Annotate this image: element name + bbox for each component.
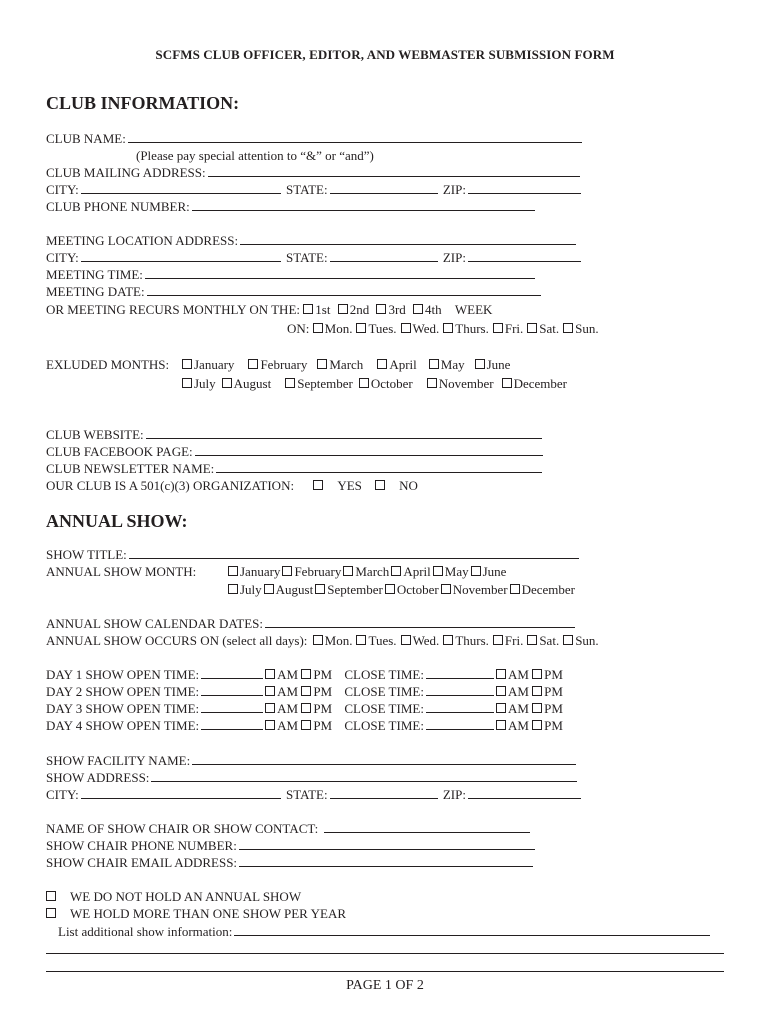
club-phone-field[interactable] [192, 198, 535, 211]
show-november[interactable] [441, 581, 508, 598]
exclude-october[interactable] [359, 375, 413, 392]
am-checkbox-icon[interactable] [265, 720, 275, 730]
show-zip-label: ZIP: [442, 787, 466, 802]
chair-row [46, 820, 532, 837]
checkbox-icon[interactable] [377, 359, 387, 369]
checkbox-icon[interactable] [510, 584, 520, 594]
checkbox-icon[interactable] [317, 359, 327, 369]
open-time-field[interactable] [201, 700, 263, 713]
chair-email-row [46, 854, 535, 871]
checkbox-icon[interactable] [475, 359, 485, 369]
am-checkbox-icon[interactable] [265, 686, 275, 696]
checkbox-icon[interactable] [527, 323, 537, 333]
week-word: WEEK [454, 302, 493, 317]
option-label: Tues. [368, 633, 397, 648]
phone-label: CLUB PHONE NUMBER: [46, 199, 190, 214]
show-title-row [46, 546, 581, 563]
newsletter-row [46, 460, 544, 477]
meeting-city-row [46, 249, 583, 266]
checkbox-icon[interactable] [429, 359, 439, 369]
show-zip-field[interactable] [468, 786, 581, 799]
checkbox-icon[interactable] [46, 891, 56, 901]
pm-checkbox-icon[interactable] [532, 686, 542, 696]
pm-label: PM [313, 667, 333, 682]
multi-show-label: WE HOLD MORE THAN ONE SHOW PER YEAR [70, 906, 347, 921]
option-label: August [275, 582, 314, 597]
option-label: April [403, 564, 431, 579]
show-january[interactable] [228, 563, 280, 580]
option-label: Tues. [368, 321, 397, 336]
chair-email-field[interactable] [239, 854, 533, 867]
exclude-april[interactable] [377, 356, 416, 373]
recurs-label: OR MEETING RECURS MONTHLY ON THE: [46, 302, 301, 317]
meeting-time-field[interactable] [145, 266, 535, 279]
phone-row [46, 198, 537, 215]
meeting-address-label: MEETING LOCATION ADDRESS: [46, 233, 239, 248]
checkbox-icon[interactable] [222, 378, 232, 388]
option-label: May [440, 357, 465, 372]
option-label: June [486, 357, 511, 372]
chair-phone-label: SHOW CHAIR PHONE NUMBER: [46, 838, 237, 853]
exclude-september[interactable] [285, 375, 353, 392]
pm-checkbox-icon[interactable] [301, 669, 311, 679]
checkbox-icon[interactable] [563, 323, 573, 333]
option-label: September [327, 582, 383, 597]
meeting-days-row [287, 320, 603, 337]
zip-field[interactable] [468, 181, 581, 194]
checkbox-icon[interactable] [401, 635, 411, 645]
checkbox-icon[interactable] [359, 378, 369, 388]
website-label: CLUB WEBSITE: [46, 427, 144, 442]
zip-label: ZIP: [442, 182, 466, 197]
occurs-wed[interactable] [401, 632, 440, 649]
chair-field[interactable] [324, 820, 530, 833]
exclude-march[interactable] [317, 356, 363, 373]
show-june[interactable] [471, 563, 507, 580]
club-info-heading: CLUB INFORMATION: [46, 93, 240, 113]
club-name-row [46, 130, 584, 147]
exclude-august[interactable] [222, 375, 272, 392]
option-label: Sun. [575, 633, 599, 648]
occurs-sun[interactable] [563, 632, 598, 649]
additional-info-row [58, 923, 712, 940]
option-label: Sun. [575, 321, 599, 336]
excluded-label: EXLUDED MONTHS: [46, 357, 170, 372]
checkbox-icon[interactable] [527, 635, 537, 645]
day-1-row [46, 666, 563, 683]
exclude-december[interactable] [502, 375, 567, 392]
option-label: Sat. [539, 321, 560, 336]
am-label: AM [507, 684, 529, 699]
checkbox-icon[interactable] [413, 304, 423, 314]
no-checkbox-icon[interactable] [375, 480, 385, 490]
show-address-field[interactable] [151, 769, 577, 782]
pm-checkbox-icon[interactable] [532, 703, 542, 713]
close-label: CLOSE TIME: [344, 667, 424, 682]
checkbox-icon[interactable] [248, 359, 258, 369]
option-label: August [233, 376, 272, 391]
option-label: February [260, 357, 308, 372]
pm-label: PM [544, 667, 563, 682]
close-label: CLOSE TIME: [344, 684, 424, 699]
close-label: CLOSE TIME: [344, 701, 424, 716]
am-checkbox-icon[interactable] [265, 669, 275, 679]
club-name-note: (Please pay special attention to “&” or “and”) [136, 148, 374, 163]
facility-label: SHOW FACILITY NAME: [46, 753, 191, 768]
am-label: AM [277, 701, 299, 716]
day-sat-option[interactable] [527, 320, 559, 337]
newsletter-field[interactable] [216, 460, 542, 473]
pm-label: PM [313, 684, 333, 699]
meeting-city-label: CITY: [46, 250, 79, 265]
pm-label: PM [544, 701, 563, 716]
week-2nd-option[interactable] [338, 301, 370, 318]
no-label: NO [399, 478, 418, 493]
option-label: May [444, 564, 469, 579]
option-label: November [438, 376, 494, 391]
option-label: March [329, 357, 364, 372]
exclude-january[interactable] [182, 356, 234, 373]
week-4th-option[interactable] [413, 301, 442, 318]
on-label: ON: [287, 321, 310, 336]
occurs-label: ANNUAL SHOW OCCURS ON (select all days): [46, 633, 308, 648]
checkbox-icon[interactable] [391, 566, 401, 576]
show-address-label: SHOW ADDRESS: [46, 770, 150, 785]
additional-info-line-2[interactable] [46, 953, 724, 954]
option-label: 3rd [388, 302, 406, 317]
option-label: Sat. [539, 633, 560, 648]
show-months-row-2 [228, 581, 579, 598]
show-february[interactable] [282, 563, 341, 580]
additional-info-line-3[interactable] [46, 971, 724, 972]
occurs-thurs[interactable] [443, 632, 489, 649]
option-label: 4th [425, 302, 442, 317]
show-march[interactable] [343, 563, 389, 580]
meeting-time-row [46, 266, 537, 283]
show-state-field[interactable] [330, 786, 438, 799]
checkbox-icon[interactable] [356, 635, 366, 645]
meeting-state-label: STATE: [286, 250, 328, 265]
mailing-label: CLUB MAILING ADDRESS: [46, 165, 206, 180]
option-label: Wed. [412, 321, 440, 336]
chair-phone-field[interactable] [239, 837, 535, 850]
checkbox-icon[interactable] [376, 304, 386, 314]
week-1st-option[interactable] [303, 301, 330, 318]
checkbox-icon[interactable] [182, 378, 192, 388]
checkbox-icon[interactable] [303, 304, 313, 314]
checkbox-icon[interactable] [401, 323, 411, 333]
facility-field[interactable] [192, 752, 576, 765]
option-label: 1st [315, 302, 331, 317]
calendar-row [46, 615, 577, 632]
calendar-dates-field[interactable] [265, 615, 575, 628]
option-label: March [355, 564, 390, 579]
meeting-address-row [46, 232, 578, 249]
exclude-may[interactable] [429, 356, 465, 373]
checkbox-icon[interactable] [182, 359, 192, 369]
pm-checkbox-icon[interactable] [301, 703, 311, 713]
pm-label: PM [544, 718, 563, 733]
option-label: 2nd [349, 302, 370, 317]
pm-label: PM [313, 701, 333, 716]
occurs-sat[interactable] [527, 632, 559, 649]
checkbox-icon[interactable] [356, 323, 366, 333]
checkbox-icon[interactable] [427, 378, 437, 388]
state-label: STATE: [286, 182, 328, 197]
checkbox-icon[interactable] [343, 566, 353, 576]
week-3rd-option[interactable] [376, 301, 405, 318]
option-label: January [240, 564, 281, 579]
checkbox-icon[interactable] [264, 584, 274, 594]
show-july[interactable] [228, 581, 262, 598]
option-label: July [240, 582, 262, 597]
meeting-state-field[interactable] [330, 249, 438, 262]
facility-row [46, 752, 578, 769]
option-label: October [370, 376, 413, 391]
additional-info-field[interactable] [234, 923, 710, 936]
newsletter-label: CLUB NEWSLETTER NAME: [46, 461, 215, 476]
am-label: AM [507, 718, 529, 733]
checkbox-icon[interactable] [282, 566, 292, 576]
occurs-mon[interactable] [313, 632, 353, 649]
show-city-label: CITY: [46, 787, 79, 802]
close-time-field[interactable] [426, 683, 494, 696]
option-label: April [389, 357, 417, 372]
checkbox-icon[interactable] [385, 584, 395, 594]
meeting-city-field[interactable] [81, 249, 281, 262]
occurs-tues[interactable] [356, 632, 396, 649]
show-month-label: ANNUAL SHOW MONTH: [46, 564, 197, 579]
day-mon-option[interactable] [313, 320, 353, 337]
club-name-field[interactable] [128, 130, 582, 143]
meeting-zip-field[interactable] [468, 249, 581, 262]
chair-label: NAME OF SHOW CHAIR OR SHOW CONTACT: [46, 821, 319, 836]
option-label: February [294, 564, 342, 579]
am-checkbox-icon[interactable] [496, 720, 506, 730]
am-label: AM [277, 684, 299, 699]
meeting-address-field[interactable] [240, 232, 576, 245]
option-label: January [194, 357, 235, 372]
pm-checkbox-icon[interactable] [532, 669, 542, 679]
day-open-label: DAY 2 SHOW OPEN TIME: [46, 684, 200, 699]
option-label: June [482, 564, 507, 579]
website-field[interactable] [146, 426, 542, 439]
day-4-row [46, 717, 563, 734]
day-open-label: DAY 3 SHOW OPEN TIME: [46, 701, 200, 716]
day-tues-option[interactable] [356, 320, 396, 337]
city-state-zip-row [46, 181, 583, 198]
annual-show-heading: ANNUAL SHOW: [46, 511, 188, 531]
option-label: Wed. [412, 633, 440, 648]
exclude-november[interactable] [427, 375, 494, 392]
option-label: September [297, 376, 353, 391]
option-label: Thurs. [455, 633, 489, 648]
checkbox-icon[interactable] [493, 323, 503, 333]
show-months-row-1 [228, 563, 510, 580]
option-label: Fri. [504, 321, 524, 336]
option-label: Thurs. [455, 321, 489, 336]
checkbox-icon[interactable] [315, 584, 325, 594]
org-label: OUR CLUB IS A 501(c)(3) ORGANIZATION: [46, 478, 295, 493]
checkbox-icon[interactable] [313, 635, 323, 645]
yes-checkbox-icon[interactable] [313, 480, 323, 490]
city-label: CITY: [46, 182, 79, 197]
exclude-february[interactable] [248, 356, 307, 373]
option-label: Mon. [324, 633, 353, 648]
chair-phone-row [46, 837, 537, 854]
show-address-row [46, 769, 579, 786]
meeting-time-label: MEETING TIME: [46, 267, 143, 282]
am-label: AM [507, 667, 529, 682]
multi-show-row[interactable] [46, 905, 346, 922]
show-state-label: STATE: [286, 787, 328, 802]
calendar-label: ANNUAL SHOW CALENDAR DATES: [46, 616, 264, 631]
day-open-label: DAY 4 SHOW OPEN TIME: [46, 718, 200, 733]
am-checkbox-icon[interactable] [496, 669, 506, 679]
show-title-field[interactable] [129, 546, 579, 559]
checkbox-icon[interactable] [443, 323, 453, 333]
meeting-date-label: MEETING DATE: [46, 284, 145, 299]
facebook-row [46, 443, 545, 460]
show-city-row [46, 786, 583, 803]
excluded-months-row-1 [182, 356, 514, 373]
checkbox-icon[interactable] [228, 566, 238, 576]
show-december[interactable] [510, 581, 575, 598]
am-label: AM [277, 718, 299, 733]
meeting-date-field[interactable] [147, 283, 541, 296]
state-field[interactable] [330, 181, 438, 194]
checkbox-icon[interactable] [471, 566, 481, 576]
am-checkbox-icon[interactable] [496, 703, 506, 713]
day-sun-option[interactable] [563, 320, 598, 337]
checkbox-icon[interactable] [228, 584, 238, 594]
checkbox-icon[interactable] [563, 635, 573, 645]
org-row [46, 477, 418, 494]
page-number: PAGE 1 OF 2 [346, 978, 424, 993]
checkbox-icon[interactable] [443, 635, 453, 645]
club-name-label: CLUB NAME: [46, 131, 126, 146]
show-october[interactable] [385, 581, 439, 598]
facebook-field[interactable] [195, 443, 543, 456]
day-fri-option[interactable] [493, 320, 523, 337]
close-label: CLOSE TIME: [344, 718, 424, 733]
exclude-july[interactable] [182, 375, 216, 392]
mailing-row [46, 164, 582, 181]
show-september[interactable] [315, 581, 383, 598]
pm-label: PM [313, 718, 333, 733]
day-3-row [46, 700, 563, 717]
am-checkbox-icon[interactable] [265, 703, 275, 713]
checkbox-icon[interactable] [313, 323, 323, 333]
recurs-row [46, 301, 492, 318]
open-time-field[interactable] [201, 717, 263, 730]
additional-info-label: List additional show information: [58, 924, 233, 939]
show-august[interactable] [264, 581, 314, 598]
facebook-label: CLUB FACEBOOK PAGE: [46, 444, 193, 459]
option-label: Mon. [324, 321, 353, 336]
occurs-fri[interactable] [493, 632, 523, 649]
option-label: December [521, 582, 575, 597]
checkbox-icon[interactable] [502, 378, 512, 388]
day-2-row [46, 683, 563, 700]
exclude-june[interactable] [475, 356, 511, 373]
pm-checkbox-icon[interactable] [301, 686, 311, 696]
close-time-field[interactable] [426, 700, 494, 713]
checkbox-icon[interactable] [285, 378, 295, 388]
no-show-row[interactable] [46, 888, 301, 905]
no-show-label: WE DO NOT HOLD AN ANNUAL SHOW [70, 889, 302, 904]
open-time-field[interactable] [201, 683, 263, 696]
pm-label: PM [544, 684, 563, 699]
am-label: AM [277, 667, 299, 682]
option-label: Fri. [504, 633, 524, 648]
meeting-date-row [46, 283, 543, 300]
option-label: November [452, 582, 508, 597]
close-time-field[interactable] [426, 717, 494, 730]
chair-email-label: SHOW CHAIR EMAIL ADDRESS: [46, 855, 238, 870]
am-checkbox-icon[interactable] [496, 686, 506, 696]
checkbox-icon[interactable] [338, 304, 348, 314]
close-time-field[interactable] [426, 666, 494, 679]
meeting-zip-label: ZIP: [442, 250, 466, 265]
option-label: July [194, 376, 216, 391]
open-time-field[interactable] [201, 666, 263, 679]
show-title-label: SHOW TITLE: [46, 547, 127, 562]
show-city-field[interactable] [81, 786, 281, 799]
excluded-months-row-2 [182, 375, 571, 392]
checkbox-icon[interactable] [441, 584, 451, 594]
am-label: AM [507, 701, 529, 716]
show-april[interactable] [391, 563, 430, 580]
checkbox-icon[interactable] [433, 566, 443, 576]
mailing-address-field[interactable] [208, 164, 580, 177]
show-may[interactable] [433, 563, 469, 580]
option-label: October [396, 582, 439, 597]
form-title: SCFMS CLUB OFFICER, EDITOR, AND WEBMASTER SUBMISSION FORM [155, 47, 615, 62]
day-wed-option[interactable] [401, 320, 440, 337]
day-open-label: DAY 1 SHOW OPEN TIME: [46, 667, 200, 682]
website-row [46, 426, 544, 443]
occurs-row [46, 632, 603, 649]
pm-checkbox-icon[interactable] [532, 720, 542, 730]
pm-checkbox-icon[interactable] [301, 720, 311, 730]
option-label: December [513, 376, 567, 391]
city-field[interactable] [81, 181, 281, 194]
checkbox-icon[interactable] [46, 908, 56, 918]
day-thurs-option[interactable] [443, 320, 489, 337]
yes-label: YES [337, 478, 362, 493]
checkbox-icon[interactable] [493, 635, 503, 645]
